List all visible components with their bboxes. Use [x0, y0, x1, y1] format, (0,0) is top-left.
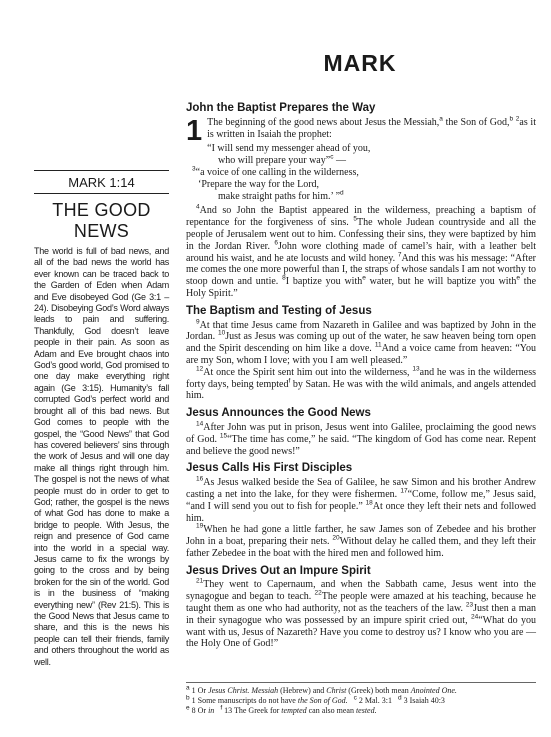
verse-number: 22 — [314, 589, 322, 597]
verse-number: 12 — [196, 365, 204, 373]
verse-text: As Jesus walked beside the Sea of Galilee, he saw Simon and his brother Andrew casting a net into the lake, for they were fishermen. — [186, 477, 536, 500]
verse-number: 10 — [217, 330, 226, 338]
footnote-text: tested. — [355, 706, 377, 715]
verse-number: 9 — [196, 318, 200, 326]
section-heading: Jesus Drives Out an Impure Spirit — [186, 564, 371, 577]
verse-text: The whole Judean countryside and all the people of Jerusalem went out to him. Confessing their sins, they were baptized by him in the Jordan River. — [186, 217, 536, 252]
footnote-text: Jesus Christ. Messiah — [208, 686, 279, 695]
verse-number: 15 — [219, 432, 228, 440]
footnote-marker[interactable]: d — [340, 189, 344, 197]
footnote-text: in — [208, 706, 215, 715]
verse-text: When he had gone a little farther, he saw James son of Zebedee and his brother John in a boat, preparing their nets. — [186, 524, 536, 548]
footnote-a — [186, 686, 536, 696]
poem-line: “I will send my messenger ahead of you, — [207, 143, 371, 155]
sidebar-article — [34, 170, 169, 668]
section-heading: Jesus Announces the Good News — [186, 407, 371, 420]
verse-text: water, but he will baptize you with — [365, 276, 517, 288]
verse-paragraph — [186, 477, 536, 524]
verse-paragraph — [186, 114, 536, 147]
verse-number: 13 — [412, 365, 420, 373]
verse-number: 2 — [515, 115, 520, 123]
verse-text: Just then a man in their synagogue who was possessed by an impure spirit cried out, — [186, 603, 537, 626]
verse-number: 11 — [374, 341, 382, 349]
verse-text: I baptize you with — [285, 276, 363, 288]
verse-text: And this was his message: “After me comes the one more powerful than I, the straps of whose sandals I am not worthy to stoop down and untie. — [186, 252, 536, 288]
verse-number: 8 — [282, 274, 286, 282]
footnote-text: 8 Or — [189, 706, 209, 715]
sidebar-title: THE GOOD NEWS — [52, 200, 151, 241]
verse-number: 6 — [274, 239, 278, 247]
verse-paragraph — [186, 205, 536, 299]
footnote-text: 3 Isaiah 40:3 — [401, 696, 445, 705]
verse-number: 20 — [332, 534, 340, 542]
verse-number: 17 — [400, 487, 408, 495]
footnote-text: tempted — [281, 706, 307, 715]
poem-line-tail: — — [333, 155, 346, 167]
verse-text: “The time has come,” he said. “The kingdom of God has come near. Repent and believe the good news!” — [186, 433, 537, 457]
poem-line-text: who will prepare your way” — [218, 155, 331, 167]
footnote-letter: f — [220, 704, 223, 712]
section-heading: John the Baptist Prepares the Way — [186, 102, 376, 114]
verse-text: At that time Jesus came from Nazareth in Galilee and was baptized by John in the Jordan. — [186, 319, 536, 343]
footnote-letter: a — [186, 684, 190, 692]
footnote-bcd — [186, 696, 536, 706]
verse-text: the Son of God, — [442, 116, 510, 128]
footnote-text: can also mean — [306, 706, 356, 715]
footnote-text: 1 Or — [189, 686, 209, 695]
verse-text: the Holy Spirit.” — [186, 276, 537, 299]
verse-paragraph — [186, 524, 536, 559]
verse-text: At once they left their nets and followed him. — [186, 500, 536, 524]
poem-line — [198, 191, 536, 203]
verse-text: John wore clothing made of camel’s hair, with a leather belt around his waist, and he ate locusts and wild honey. — [186, 240, 537, 264]
footnote-marker[interactable]: b — [509, 115, 514, 123]
verse-number: 21 — [196, 578, 204, 586]
book-title: MARK — [323, 50, 397, 76]
section-heading: The Baptism and Testing of Jesus — [186, 304, 372, 317]
poem-line — [192, 167, 536, 179]
poem-line-text: “a voice of one calling in the wilderness, — [195, 166, 359, 178]
footnote-letter: e — [186, 704, 190, 712]
verse-text: And a voice came from heaven: “You are my Son, whom I love; with you I am well pleased.” — [186, 343, 536, 366]
verse-text: The beginning of the good news about Jesus the Messiah, — [207, 116, 440, 128]
verse-number: 5 — [353, 215, 358, 223]
footnote-text: Christ — [326, 686, 347, 695]
verse-text: as it is written in Isaiah the prophet: — [207, 116, 536, 140]
verse-number: 7 — [397, 251, 402, 259]
verse-paragraph — [186, 320, 536, 367]
chapter-number: 1 — [186, 114, 203, 147]
footnote-letter: c — [353, 694, 357, 702]
footnote-text: 13 The Greek for — [222, 706, 282, 715]
footnote-marker[interactable]: e — [516, 274, 520, 282]
footnote-text: (Hebrew) and — [278, 686, 327, 695]
footnote-text: Anointed One. — [410, 686, 457, 695]
sidebar-body: The world is full of bad news, and all of the bad news the world has ever known can be traced back to the Garden of Eden when Adam and Eve disobeyed God (Ge 3:1 – 24). Disobeying God’s Word always leads to pain and suffering. Thankfully, God doesn’t leave people in their pain. As soon as Adam and Eve brought chaos into God’s good world, God promised to one day make everything right again (Ge 3:15). Humanity’s fall corrupted God’s perfect world and brought all of this bad news. But God comes to people with the gospel, the “Good News” that God has covered believers’ sins through the work of Jesus and will one day make all things right through him. The gospel is not the news of what people must do in order to get to God; rather, the gospel is the news of what God has done to make a bridge to people. With Jesus, the reign and presence of God came into the world in a special way. Jesus came to fix the wrongs by going to the cross and by being broken for the sin of the world. God is in the business of “making everything new” (Rev 21:5). This is the Good News that Jesus came to share, and this is the news his people can tell their friends, family and others throughout the world as well. — [34, 246, 169, 667]
verse-number: 16 — [196, 475, 204, 483]
verse-text: by Satan. He was with the wild animals, and angels attended him. — [186, 378, 536, 402]
verse-text: “Come, follow me,” Jesus said, “and I will send you out to fish for people.” — [186, 488, 537, 512]
quotation-poem — [192, 143, 536, 202]
poem-line-text: make straight paths for him.’ ” — [218, 190, 341, 202]
sidebar-reference: MARK 1:14 — [34, 171, 169, 194]
verse-text: The people were amazed at his teaching, because he taught them as one who had authority, not as the teachers of the law. — [186, 591, 536, 615]
footnote-marker[interactable]: e — [362, 274, 366, 282]
verse-number: 19 — [196, 522, 204, 530]
footnote-text: (Greek) both mean — [346, 686, 411, 695]
verse-number: 4 — [196, 204, 200, 212]
verse-paragraph — [186, 367, 536, 402]
scripture-column — [186, 103, 536, 650]
verse-text: “What do you want with us, Jesus of Nazareth? Have you come to destroy us? I know who you are — the Holy One of God!” — [186, 614, 536, 650]
verse-paragraph — [186, 422, 536, 457]
verse-number: 14 — [196, 420, 204, 428]
footnote-marker[interactable]: a — [439, 115, 443, 123]
verse-text: and he was in the wilderness forty days, being tempted — [186, 366, 537, 390]
verse-number: 18 — [365, 499, 373, 507]
footnote-marker[interactable]: c — [330, 153, 334, 161]
poem-line — [198, 155, 536, 167]
footnote-text: 2 Mal. 3:1 — [356, 696, 392, 705]
verse-number: 24 — [470, 613, 479, 621]
footnote-letter: b — [186, 694, 190, 702]
verse-text: They went to Capernaum, and when the Sabbath came, Jesus went into the synagogue and began to teach. — [186, 579, 536, 603]
footnote-text: the Son of God. — [297, 696, 348, 705]
verse-paragraph — [186, 579, 536, 650]
section-heading: Jesus Calls His First Disciples — [186, 462, 353, 475]
verse-text: And so John the Baptist appeared in the wilderness, preaching a baptism of repentance for the forgiveness of sins. — [186, 205, 536, 229]
verse-text: At once the Spirit sent him out into the wilderness, — [203, 366, 410, 378]
poem-line: ‘Prepare the way for the Lord, — [198, 178, 320, 190]
verse-text: After John was put in prison, Jesus went into Galilee, proclaiming the good news of God. — [186, 421, 536, 445]
footnote-marker[interactable]: f — [288, 377, 291, 385]
verse-number: 3 — [192, 165, 196, 173]
footnote-letter: d — [397, 694, 402, 702]
footnote-ef — [186, 706, 536, 716]
verse-text: Without delay he called them, and they left their father Zebedee in the boat with the hired men and followed him. — [186, 536, 537, 559]
verse-text: Just as Jesus was coming up out of the water, he saw heaven being torn open and the Spirit descending on him like a dove. — [186, 331, 536, 355]
footnote-text: 1 Some manuscripts do not have — [189, 696, 298, 705]
footnotes — [186, 682, 536, 716]
verse-number: 23 — [465, 601, 474, 609]
